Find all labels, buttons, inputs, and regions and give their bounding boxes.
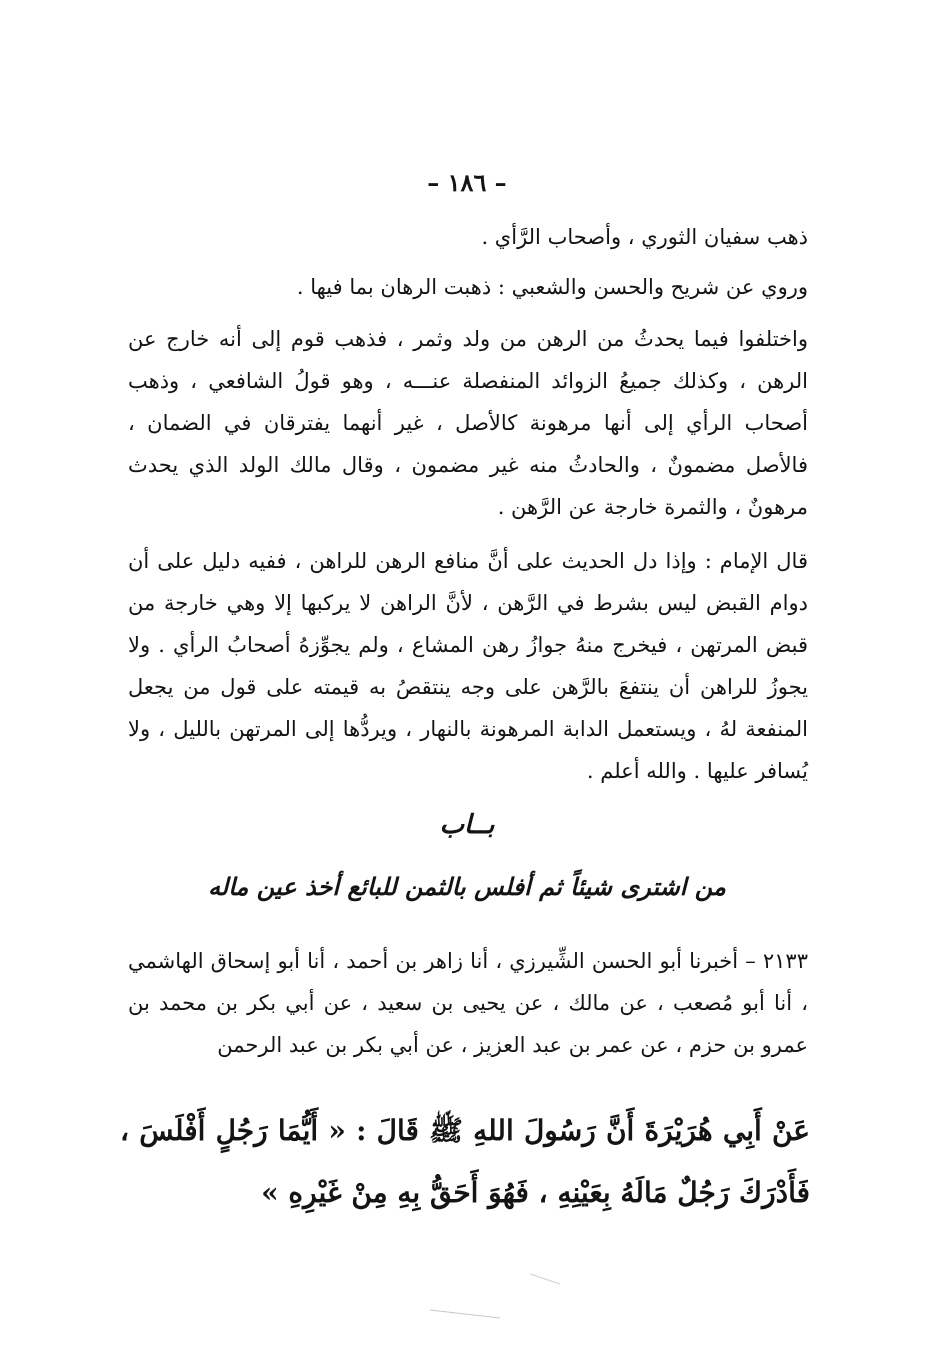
paragraph-disagreement: واختلفوا فيما يحدثُ من الرهن من ولد وثمر ، فذهب قوم إلى أنه خارج عن الرهن ، وكذلك جميعُ الزوائد المنفصلة عنـــه ، وهو قولُ الشافعي ، وذهب أصحاب الرأي إلى أنها مرهونة كالأصل ، غير أنهما يفترقان في الضمان ، فالأصل مضمونٌ ، والحادثُ منه غير مضمون ، وقال مالك الولد الذي يحدث مرهونٌ ، والثمرة خارجة عن الرَّهن .: [128, 327, 808, 519]
chapter-title: من اشترى شيئاً ثم أفلس بالثمن للبائع أخذ عين ماله: [208, 872, 726, 901]
hadith-text: عَنْ أَبِي هُرَيْرَةَ أَنَّ رَسُولَ اللهِ ﷺ قَالَ : « أَيُّمَا رَجُلٍ أَفْلَسَ ، فَأَدْرَكَ رَجُلٌ مَالَهُ بِعَيْنِهِ ، فَهُوَ أَحَقُّ بِهِ مِنْ غَيْرِهِ »: [120, 1114, 810, 1209]
page-number: – ١٨٦ –: [427, 168, 507, 197]
page-bottom-marks: [0, 1270, 934, 1330]
chapter-heading: بــاب: [439, 810, 495, 840]
paragraph-shurayh: وروي عن شريح والحسن والشعبي : ذهبت الرهان بما فيها .: [296, 275, 808, 299]
paragraph-imam-comment: قال الإمام : وإذا دل الحديث على أنَّ منافع الرهن للراهن ، ففيه دليل على أن دوام القبض ليس بشرط في الرَّهن ، لأنَّ الراهن لا يركبها إلا وهي خارجة من قبض المرتهن ، فيخرج منهُ جوازُ رهن المشاع ، ولم يجوِّزهُ أصحابُ الرأي . ولا يجوزُ للراهن أن ينتفعَ بالرَّهن على وجه ينتقصُ به قيمته على قول من يجعل المنفعة لهُ ، ويستعمل الدابة المرهونة بالنهار ، ويردُّها إلى المرتهن بالليل ، ولا يُسافر عليها . والله أعلم .: [128, 549, 808, 783]
hadith-isnad: ٢١٣٣ – أخبرنا أبو الحسن الشِّيرزي ، أنا زاهر بن أحمد ، أنا أبو إسحاق الهاشمي ، أنا أبو مُصعب ، عن مالك ، عن يحيى بن سعيد ، عن أبي بكر بن محمد بن عمرو بن حزم ، عن عمر بن عبد العزيز ، عن أبي بكر بن عبد الرحمن: [128, 949, 808, 1057]
paragraph-sufyan: ذهب سفيان الثوري ، وأصحاب الرَّأي .: [481, 225, 808, 249]
